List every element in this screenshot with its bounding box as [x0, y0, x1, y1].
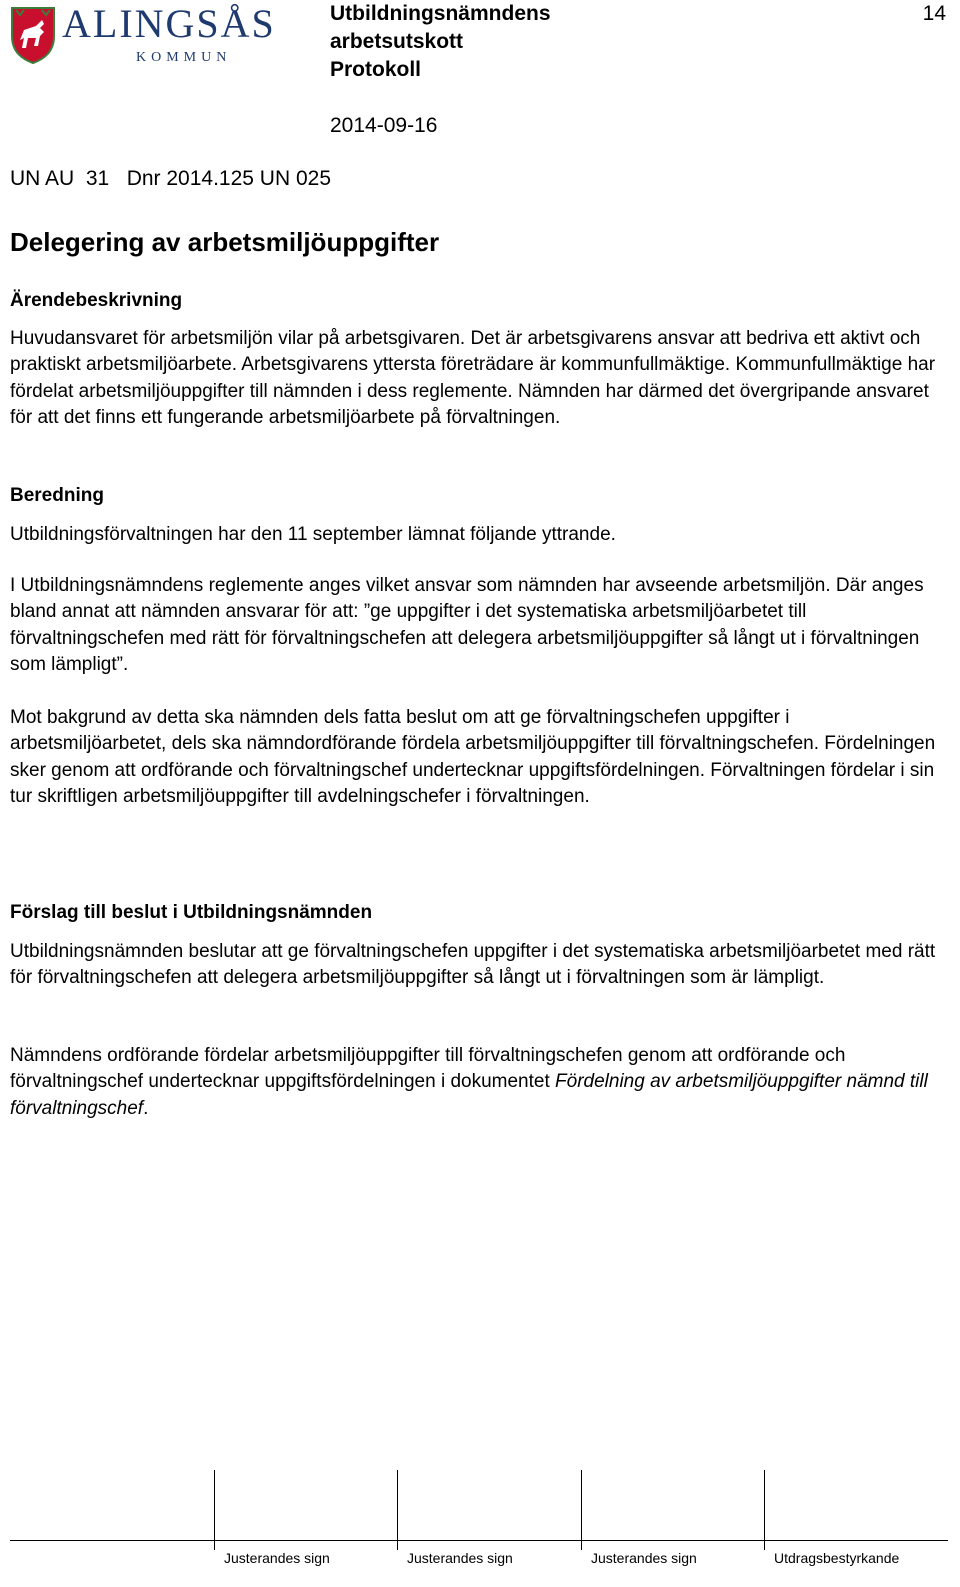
preparation-paragraph-1: Utbildningsförvaltningen har den 11 september lämnat följande yttrande.: [10, 524, 616, 545]
signature-divider: [764, 1470, 765, 1550]
certification-label: Utdragsbestyrkande: [774, 1550, 900, 1566]
description-paragraph: Huvudansvaret för arbetsmiljön vilar på arbetsgivaren. Det är arbetsgivarens ansvar att bedriva ett aktivt och praktiskt arbetsmiljöarbete. Arbetsgivarens yttersta företrädare är kommunfullmäktige. Kommunfullmäktige har fördelat arbetsmiljöuppgifter till nämnden i dess reglemente. Nämnden har därmed det övergripande ansvaret för att det finns ett fungerande arbetsmiljöarbete på förvaltningen.: [10, 328, 936, 428]
signature-label: Justerandes sign: [224, 1550, 330, 1566]
preparation-paragraph-3: Mot bakgrund av detta ska nämnden dels fatta beslut om att ge förvaltningschefen uppgifter i arbetsmiljöarbetet, dels ska nämndordförande fördela arbetsmiljöuppgifter till förvaltningschefen. Fördelningen sker genom att ordförande och förvaltningschef undertecknar uppgiftsfördelningen. Förvaltningen fördelar i sin tur skriftligen arbetsmiljöuppgifter till avdelningschefer i förvaltningen.: [10, 707, 936, 807]
section-heading-preparation: Beredning: [10, 485, 104, 506]
alingsas-logo: [10, 1, 300, 70]
proposal-paragraph-2-text: Nämndens ordförande fördelar arbetsmiljöuppgifter till förvaltningschefen genom att ordförande och förvaltningschef undertecknar uppgiftsfördelningen i dokumentet: [10, 1045, 846, 1093]
logo-name: ALINGSÅS: [62, 1, 276, 46]
signature-divider: [397, 1470, 398, 1550]
signature-divider: [581, 1470, 582, 1550]
proposal-paragraph-2-end: .: [143, 1097, 149, 1119]
preparation-paragraph-2: I Utbildningsnämndens reglemente anges vilket ansvar som nämnden har avseende arbetsmiljön. Där anges bland annat att nämnden ansvarar för att: ”ge uppgifter i det systematiska arbetsmiljöarbetet till förvaltningschefen med rätt för förvaltningschefen att delegera arbetsmiljöuppgifter så långt ut i förvaltningen som lämpligt”.: [10, 575, 924, 675]
coat-of-arms-icon: [10, 6, 56, 64]
signature-divider: [214, 1470, 215, 1550]
section-heading-description: Ärendebeskrivning: [10, 290, 183, 311]
document-type: Protokoll: [330, 58, 422, 81]
signature-label: Justerandes sign: [407, 1550, 513, 1566]
proposal-paragraph-2: [10, 1043, 945, 1122]
page-title: Delegering av arbetsmiljöuppgifter: [10, 227, 440, 257]
page-number: 14: [922, 2, 946, 25]
signature-baseline: [10, 1540, 948, 1541]
case-reference: UN AU 31 Dnr 2014.125 UN 025: [10, 167, 332, 190]
document-name: Fördelning av arbetsmiljöuppgifter nämnd till förvaltningschef: [10, 1071, 928, 1119]
meeting-date: 2014-09-16: [330, 114, 438, 137]
signature-label: Justerandes sign: [591, 1550, 697, 1566]
proposal-paragraph-1: Utbildningsnämnden beslutar att ge förvaltningschefen uppgifter i det systematiska arbetsmiljöarbetet med rätt för förvaltningschefen att delegera arbetsmiljöuppgifter så långt ut i förvaltningen som är lämpligt.: [10, 941, 936, 989]
committee-name: Utbildningsnämndens: [330, 2, 551, 25]
section-heading-proposal: Förslag till beslut i Utbildningsnämnden: [10, 902, 373, 923]
logo-subtitle: KOMMUN: [136, 50, 232, 65]
committee-subname: arbetsutskott: [330, 30, 464, 53]
